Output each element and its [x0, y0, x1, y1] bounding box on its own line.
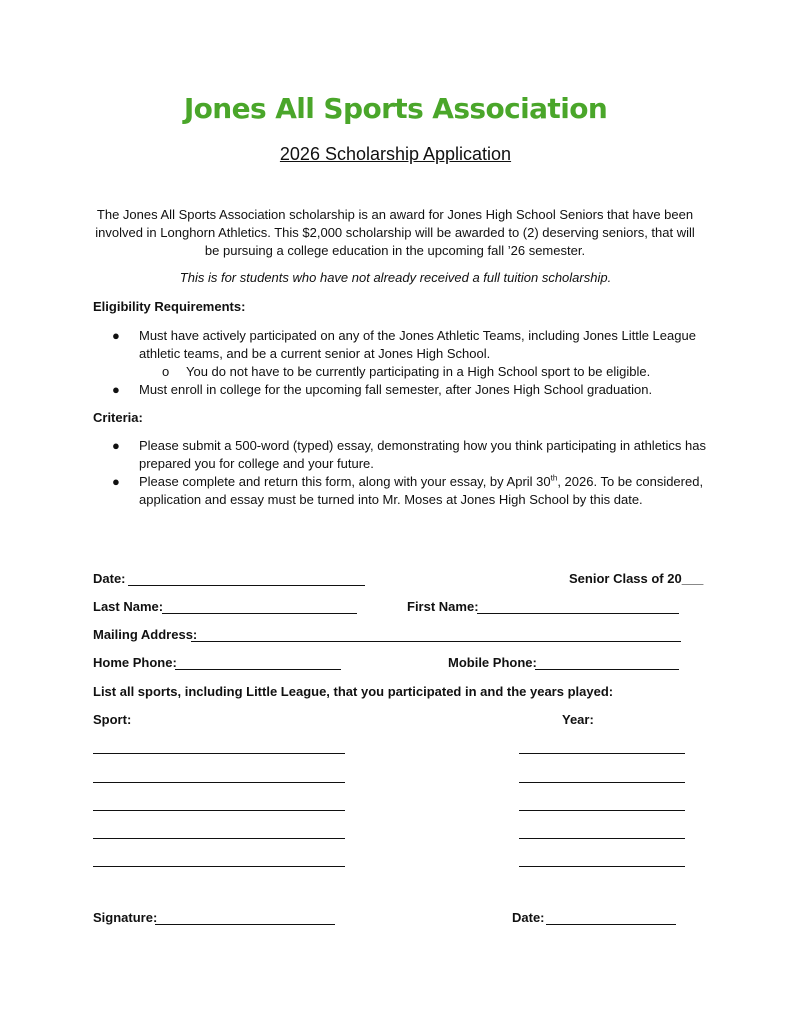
bullet-icon: ●	[112, 438, 120, 453]
sport-line-1[interactable]	[93, 753, 345, 754]
signature-label: Signature:	[93, 910, 158, 925]
year-line-3[interactable]	[519, 810, 685, 811]
year-line-4[interactable]	[519, 838, 685, 839]
last-name-field[interactable]	[162, 613, 357, 614]
list-item	[112, 473, 712, 509]
eligibility-heading: Eligibility Requirements:	[93, 299, 246, 314]
date-field[interactable]	[128, 585, 365, 586]
sub-list-item	[112, 363, 712, 381]
eligibility-note: This is for students who have not already received a full tuition scholarship.	[179, 270, 612, 285]
home-phone-field[interactable]	[175, 669, 341, 670]
mailing-address-field[interactable]	[191, 641, 681, 642]
mailing-address-label: Mailing Address:	[93, 627, 198, 642]
signature-date-field[interactable]	[546, 924, 676, 925]
association-title: Jones All Sports Association	[183, 92, 608, 125]
criteria-item-1: Please submit a 500-word (typed) essay, demonstrating how you think participating in athletics has prepared you for college and your future.	[139, 438, 706, 471]
bullet-icon: ●	[112, 474, 120, 489]
bullet-icon: ●	[112, 382, 120, 397]
year-label: Year:	[562, 712, 594, 727]
first-name-label: First Name:	[407, 599, 479, 614]
eligibility-item-1: Must have actively participated on any of the Jones Athletic Teams, including Jones Little League athletic teams, and be a current senior at Jones High School.	[139, 328, 696, 361]
application-subtitle: 2026 Scholarship Application	[279, 144, 512, 164]
mobile-phone-field[interactable]	[535, 669, 679, 670]
last-name-label: Last Name:	[93, 599, 164, 614]
sport-line-4[interactable]	[93, 838, 345, 839]
senior-class-field[interactable]: Senior Class of 20___	[569, 571, 704, 586]
list-item	[112, 381, 712, 399]
mobile-phone-label: Mobile Phone:	[448, 655, 537, 670]
sport-label: Sport:	[93, 712, 132, 727]
sport-line-5[interactable]	[93, 866, 345, 867]
signature-date-label: Date:	[512, 910, 545, 925]
sport-line-3[interactable]	[93, 810, 345, 811]
list-item	[112, 327, 712, 381]
eligibility-subitem: You do not have to be currently participating in a High School sport to be eligible.	[186, 364, 651, 379]
criteria-list	[112, 437, 712, 509]
sport-line-2[interactable]	[93, 782, 345, 783]
criteria-heading: Criteria:	[93, 410, 143, 425]
date-label: Date:	[93, 571, 126, 586]
first-name-field[interactable]	[477, 613, 679, 614]
eligibility-item-2: Must enroll in college for the upcoming fall semester, after Jones High School graduation.	[139, 382, 653, 397]
home-phone-label: Home Phone:	[93, 655, 177, 670]
sports-instruction: List all sports, including Little League, that you participated in and the years played:	[93, 684, 614, 699]
year-line-2[interactable]	[519, 782, 685, 783]
list-item	[112, 437, 712, 473]
bullet-icon: ●	[112, 328, 120, 343]
year-line-1[interactable]	[519, 753, 685, 754]
criteria-item-2: Please complete and return this form, along with your essay, by April 30th, 2026. To be considered, application and essay must be turned into Mr. Moses at Jones High School by this date.	[139, 473, 704, 507]
year-line-5[interactable]	[519, 866, 685, 867]
eligibility-list	[112, 327, 712, 399]
intro-paragraph: The Jones All Sports Association scholarship is an award for Jones High School Seniors that have been involved in Longhorn Athletics. This $2,000 scholarship will be awarded to (2) deserving seniors, that will be pursuing a college education in the upcoming fall ’26 semester.	[95, 207, 695, 258]
signature-field[interactable]	[155, 924, 335, 925]
sub-bullet-icon: o	[162, 364, 170, 379]
